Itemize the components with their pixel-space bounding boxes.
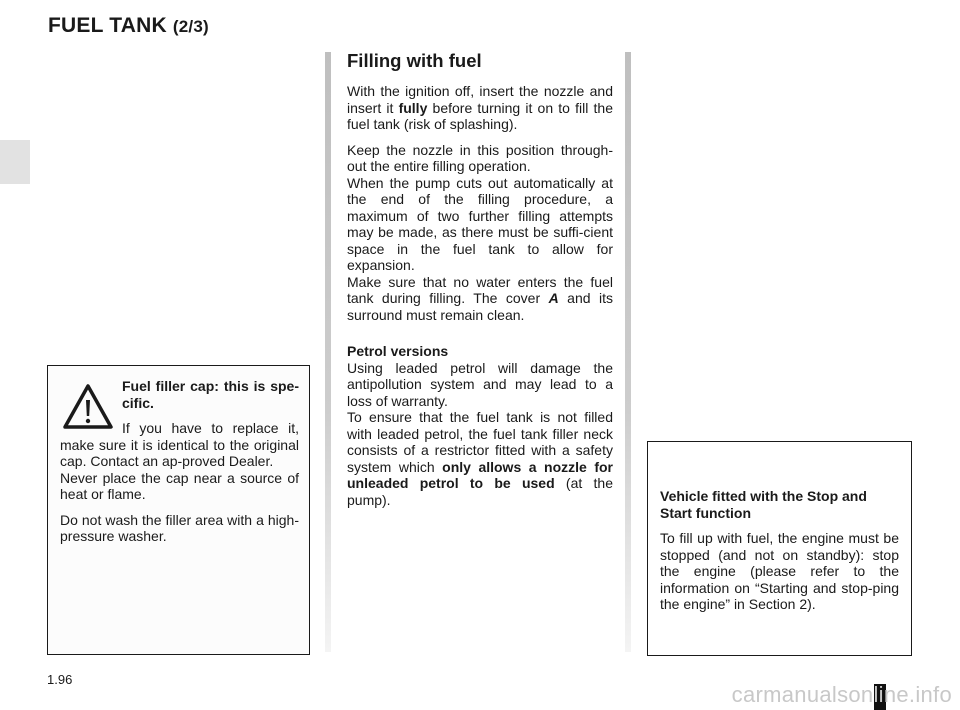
cover-label-A: A — [548, 290, 559, 306]
info-heading: Vehicle fitted with the Stop and Start function — [660, 488, 867, 521]
section-heading: Filling with fuel — [347, 50, 482, 71]
watermark: carmanualsonline.info — [731, 682, 952, 707]
column-divider-left — [325, 52, 331, 652]
paragraph-pump-cutout: When the pump cuts out automatically at the end of the filling procedure, a maximum of two further filling attempts may be made, as there must be suffi-cient space in the fuel tank to allow for expansion. — [347, 174, 613, 273]
paragraph-petrol: Petrol versions Using leaded petrol will damage the antipollution system and may lead to a loss of warranty. — [347, 343, 613, 409]
stop-start-info-box — [647, 441, 912, 656]
page-number: 1.96 — [47, 672, 73, 687]
warning-triangle-icon — [62, 382, 114, 432]
filling-section — [347, 50, 613, 517]
paragraph-insert-nozzle: With the ignition off, insert the nozzle and insert it fully before turning it on to fill the fuel tank (risk of splashing). — [347, 83, 613, 132]
page-title-text: FUEL TANK — [48, 14, 167, 37]
column-divider-right — [625, 52, 631, 652]
petrol-heading: Petrol versions — [347, 343, 449, 359]
paragraph-restrictor: To ensure that the fuel tank is not filled with leaded petrol, the fuel tank filler neck consists of a restrictor fitted with a safety system which only allows a nozzle for unleaded petrol to be used (at the pump). — [347, 409, 613, 508]
paragraph-water-warning: Make sure that no water enters the fuel tank during filling. The cover A and its surround must remain clean. — [347, 273, 613, 323]
warning-box — [47, 365, 310, 655]
paragraph-nozzle-position: Keep the nozzle in this position through-out the entire filling operation. — [347, 141, 613, 174]
warning-high-pressure: Do not wash the filler area with a high-pressure washer. — [60, 511, 299, 544]
warning-replace-cap: If you have to replace it, make sure it is identical to the original cap. Contact an ap-proved Dealer. — [60, 420, 299, 469]
section-tab — [0, 140, 30, 184]
info-paragraph: To fill up with fuel, the engine must be stopped (and not on standby): stop the engine (please refer to the information on “Starting and stop-ping the engine” in Section 2). — [660, 530, 899, 612]
page-title-part: (2/3) — [172, 17, 209, 36]
warning-heading: Fuel filler cap: this is spe-cific. — [122, 378, 299, 411]
page-title — [48, 14, 209, 38]
warning-heat-source: Never place the cap near a source of heat or flame. — [60, 469, 299, 502]
